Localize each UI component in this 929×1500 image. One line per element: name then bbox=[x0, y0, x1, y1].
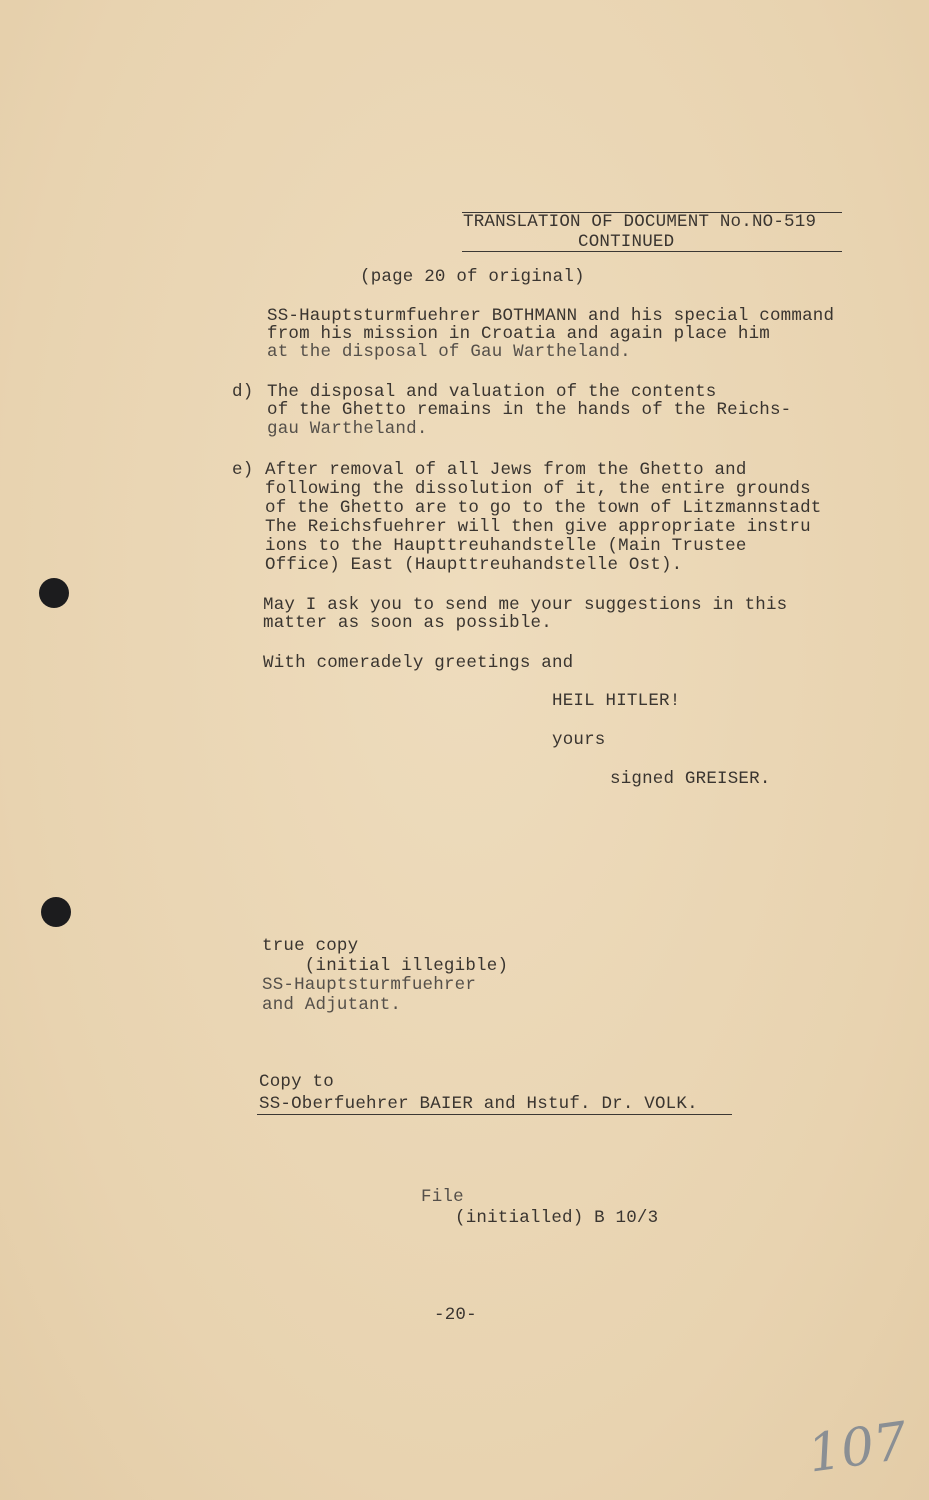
handwritten-folio-number: 107 bbox=[804, 1411, 911, 1485]
punch-hole-top bbox=[39, 578, 69, 608]
item-d-line-2: of the Ghetto remains in the hands of the Reichs- bbox=[267, 400, 792, 420]
item-d-line-1: The disposal and valuation of the contents bbox=[267, 382, 717, 402]
closing-signature: signed GREISER. bbox=[610, 769, 771, 789]
closing-greeting: With comeradely greetings and bbox=[263, 653, 574, 673]
distribution-underline bbox=[257, 1114, 732, 1115]
document-title: TRANSLATION OF DOCUMENT No.NO-519 bbox=[463, 212, 817, 232]
item-d-marker: d) bbox=[232, 382, 254, 402]
item-e-line-2: following the dissolution of it, the entire grounds bbox=[265, 479, 811, 499]
closing-salute: HEIL HITLER! bbox=[552, 691, 681, 711]
certification-line-4: and Adjutant. bbox=[262, 995, 402, 1015]
item-e-line-1: After removal of all Jews from the Ghetto and bbox=[265, 460, 747, 480]
request-line-2: matter as soon as possible. bbox=[263, 613, 552, 633]
certification-line-2: (initial illegible) bbox=[262, 956, 509, 976]
certification-line-1: true copy bbox=[262, 936, 359, 956]
distribution-label: Copy to bbox=[259, 1072, 334, 1092]
item-e-line-5: ions to the Haupttreuhandstelle (Main Trustee bbox=[265, 536, 747, 556]
page-number: -20- bbox=[434, 1305, 477, 1325]
header-bottom-rule bbox=[462, 251, 842, 252]
closing-yours: yours bbox=[552, 730, 606, 750]
file-value: (initialled) B 10/3 bbox=[455, 1208, 659, 1228]
intro-line-2: from his mission in Croatia and again place him bbox=[267, 324, 770, 344]
distribution-recipients: SS-Oberfuehrer BAIER and Hstuf. Dr. VOLK. bbox=[259, 1094, 698, 1114]
request-line-1: May I ask you to send me your suggestions in this bbox=[263, 595, 788, 615]
item-e-line-6: Office) East (Haupttreuhandstelle Ost). bbox=[265, 555, 683, 575]
certification-line-3: SS-Hauptsturmfuehrer bbox=[262, 975, 477, 995]
page-reference: (page 20 of original) bbox=[360, 267, 585, 287]
item-d-line-3: gau Wartheland. bbox=[267, 419, 428, 439]
punch-hole-bottom bbox=[41, 897, 71, 927]
intro-line-3: at the disposal of Gau Wartheland. bbox=[267, 342, 631, 362]
intro-line-1: SS-Hauptsturmfuehrer BOTHMANN and his special command bbox=[267, 306, 835, 326]
file-label: File bbox=[421, 1187, 464, 1207]
item-e-line-3: of the Ghetto are to go to the town of Litzmannstadt bbox=[265, 498, 822, 518]
item-e-line-4: The Reichsfuehrer will then give appropriate instru bbox=[265, 517, 811, 537]
item-e-marker: e) bbox=[232, 460, 254, 480]
document-subtitle: CONTINUED bbox=[578, 232, 675, 252]
